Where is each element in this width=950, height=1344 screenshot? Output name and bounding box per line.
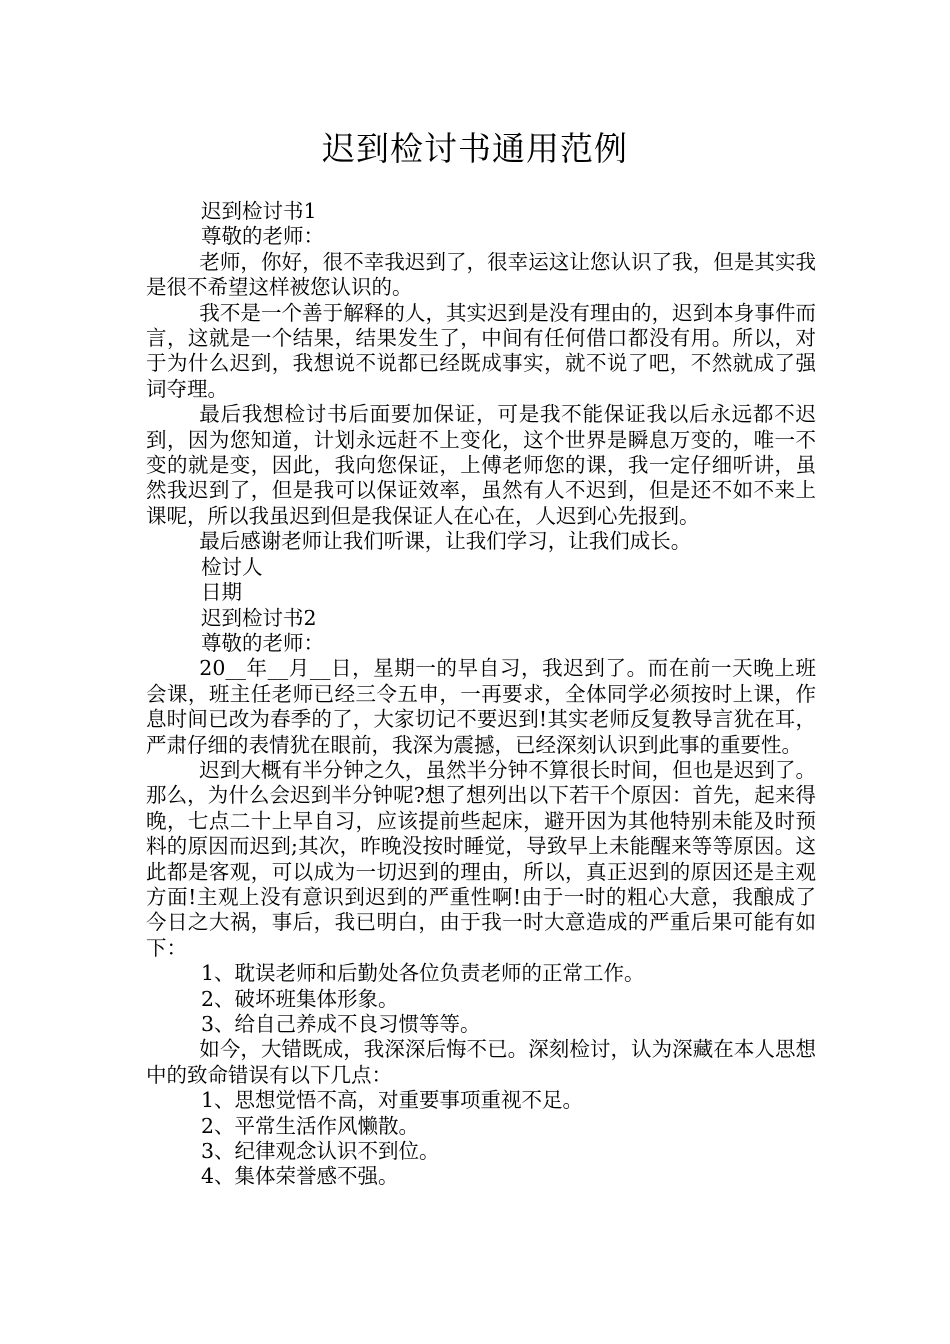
date-label: 日期 (201, 580, 242, 605)
list-item: 1、耽误老师和后勤处各位负责老师的正常工作。 (201, 961, 645, 986)
salutation: 尊敬的老师： (201, 224, 324, 249)
document-body (146, 199, 816, 1190)
list-item: 4、集体荣誉感不强。 (201, 1164, 399, 1189)
list-item: 2、破坏班集体形象。 (201, 986, 399, 1011)
paragraph: 最后我想检讨书后面要加保证，可是我不能保证我以后永远都不迟到，因为您知道，计划永远赶不上变化，这个世界是瞬息万变的，唯一不变的就是变，因此，我向您保证，上傅老师您的课，我一定仔细听讲，虽然我迟到了，但是我可以保证效率，虽然有人不迟到，但是还不如不来上课呢，所以我虽迟到但是我保证人在心在，人迟到心先报到。 (146, 402, 816, 528)
salutation: 尊敬的老师： (201, 630, 324, 655)
list-item: 3、给自己养成不良习惯等等。 (201, 1012, 481, 1036)
paragraph: 20__年__月__日，星期一的早自习，我迟到了。而在前一天晚上班会课，班主任老师已经三令五申，一再要求，全体同学必须按时上课，作息时间已改为春季的了，大家切记不要迟到!其实老师反复教导言犹在耳，严肃仔细的表情犹在眼前，我深为震撼，已经深刻认识到此事的重要性。 (146, 656, 816, 757)
section-heading-1: 迟到检讨书1 (201, 199, 317, 223)
paragraph: 最后感谢老师让我们听课，让我们学习，让我们成长。 (199, 529, 692, 554)
paragraph: 我不是一个善于解释的人，其实迟到是没有理由的，迟到本身事件而言，这就是一个结果，结果发生了，中间有任何借口都没有用。所以，对于为什么迟到，我想说不说都已经既成事实，就不说了吧，不然就成了强词夺理。 (146, 300, 816, 401)
list-item: 1、思想觉悟不高，对重要事项重视不足。 (201, 1088, 584, 1113)
list-item: 2、平常生活作风懒散。 (201, 1113, 420, 1138)
section-heading-2: 迟到检讨书2 (201, 605, 317, 630)
document-title: 迟到检讨书通用范例 (322, 129, 628, 168)
paragraph: 如今，大错既成，我深深后悔不已。深刻检讨，认为深藏在本人思想中的致命错误有以下几点： (146, 1037, 816, 1087)
signature-label: 检讨人 (201, 554, 263, 579)
paragraph: 迟到大概有半分钟之久，虽然半分钟不算很长时间，但也是迟到了。那么，为什么会迟到半分钟呢?想了想列出以下若干个原因：首先，起来得晚，七点二十上早自习，应该提前些起床，避开因为其他特别未能及时预料的原因而迟到;其次，昨晚没按时睡觉，导致早上未能醒来等等原因。这此都是客观，可以成为一切迟到的理由，所以，真正迟到的原因还是主观方面!主观上没有意识到迟到的严重性啊!由于一时的粗心大意，我酿成了今日之大祸，事后，我已明白，由于我一时大意造成的严重后果可能有如下： (146, 757, 816, 960)
paragraph: 老师，你好，很不幸我迟到了，很幸运这让您认识了我，但是其实我是很不希望这样被您认识的。 (146, 249, 816, 300)
list-item: 3、纪律观念认识不到位。 (201, 1139, 440, 1164)
